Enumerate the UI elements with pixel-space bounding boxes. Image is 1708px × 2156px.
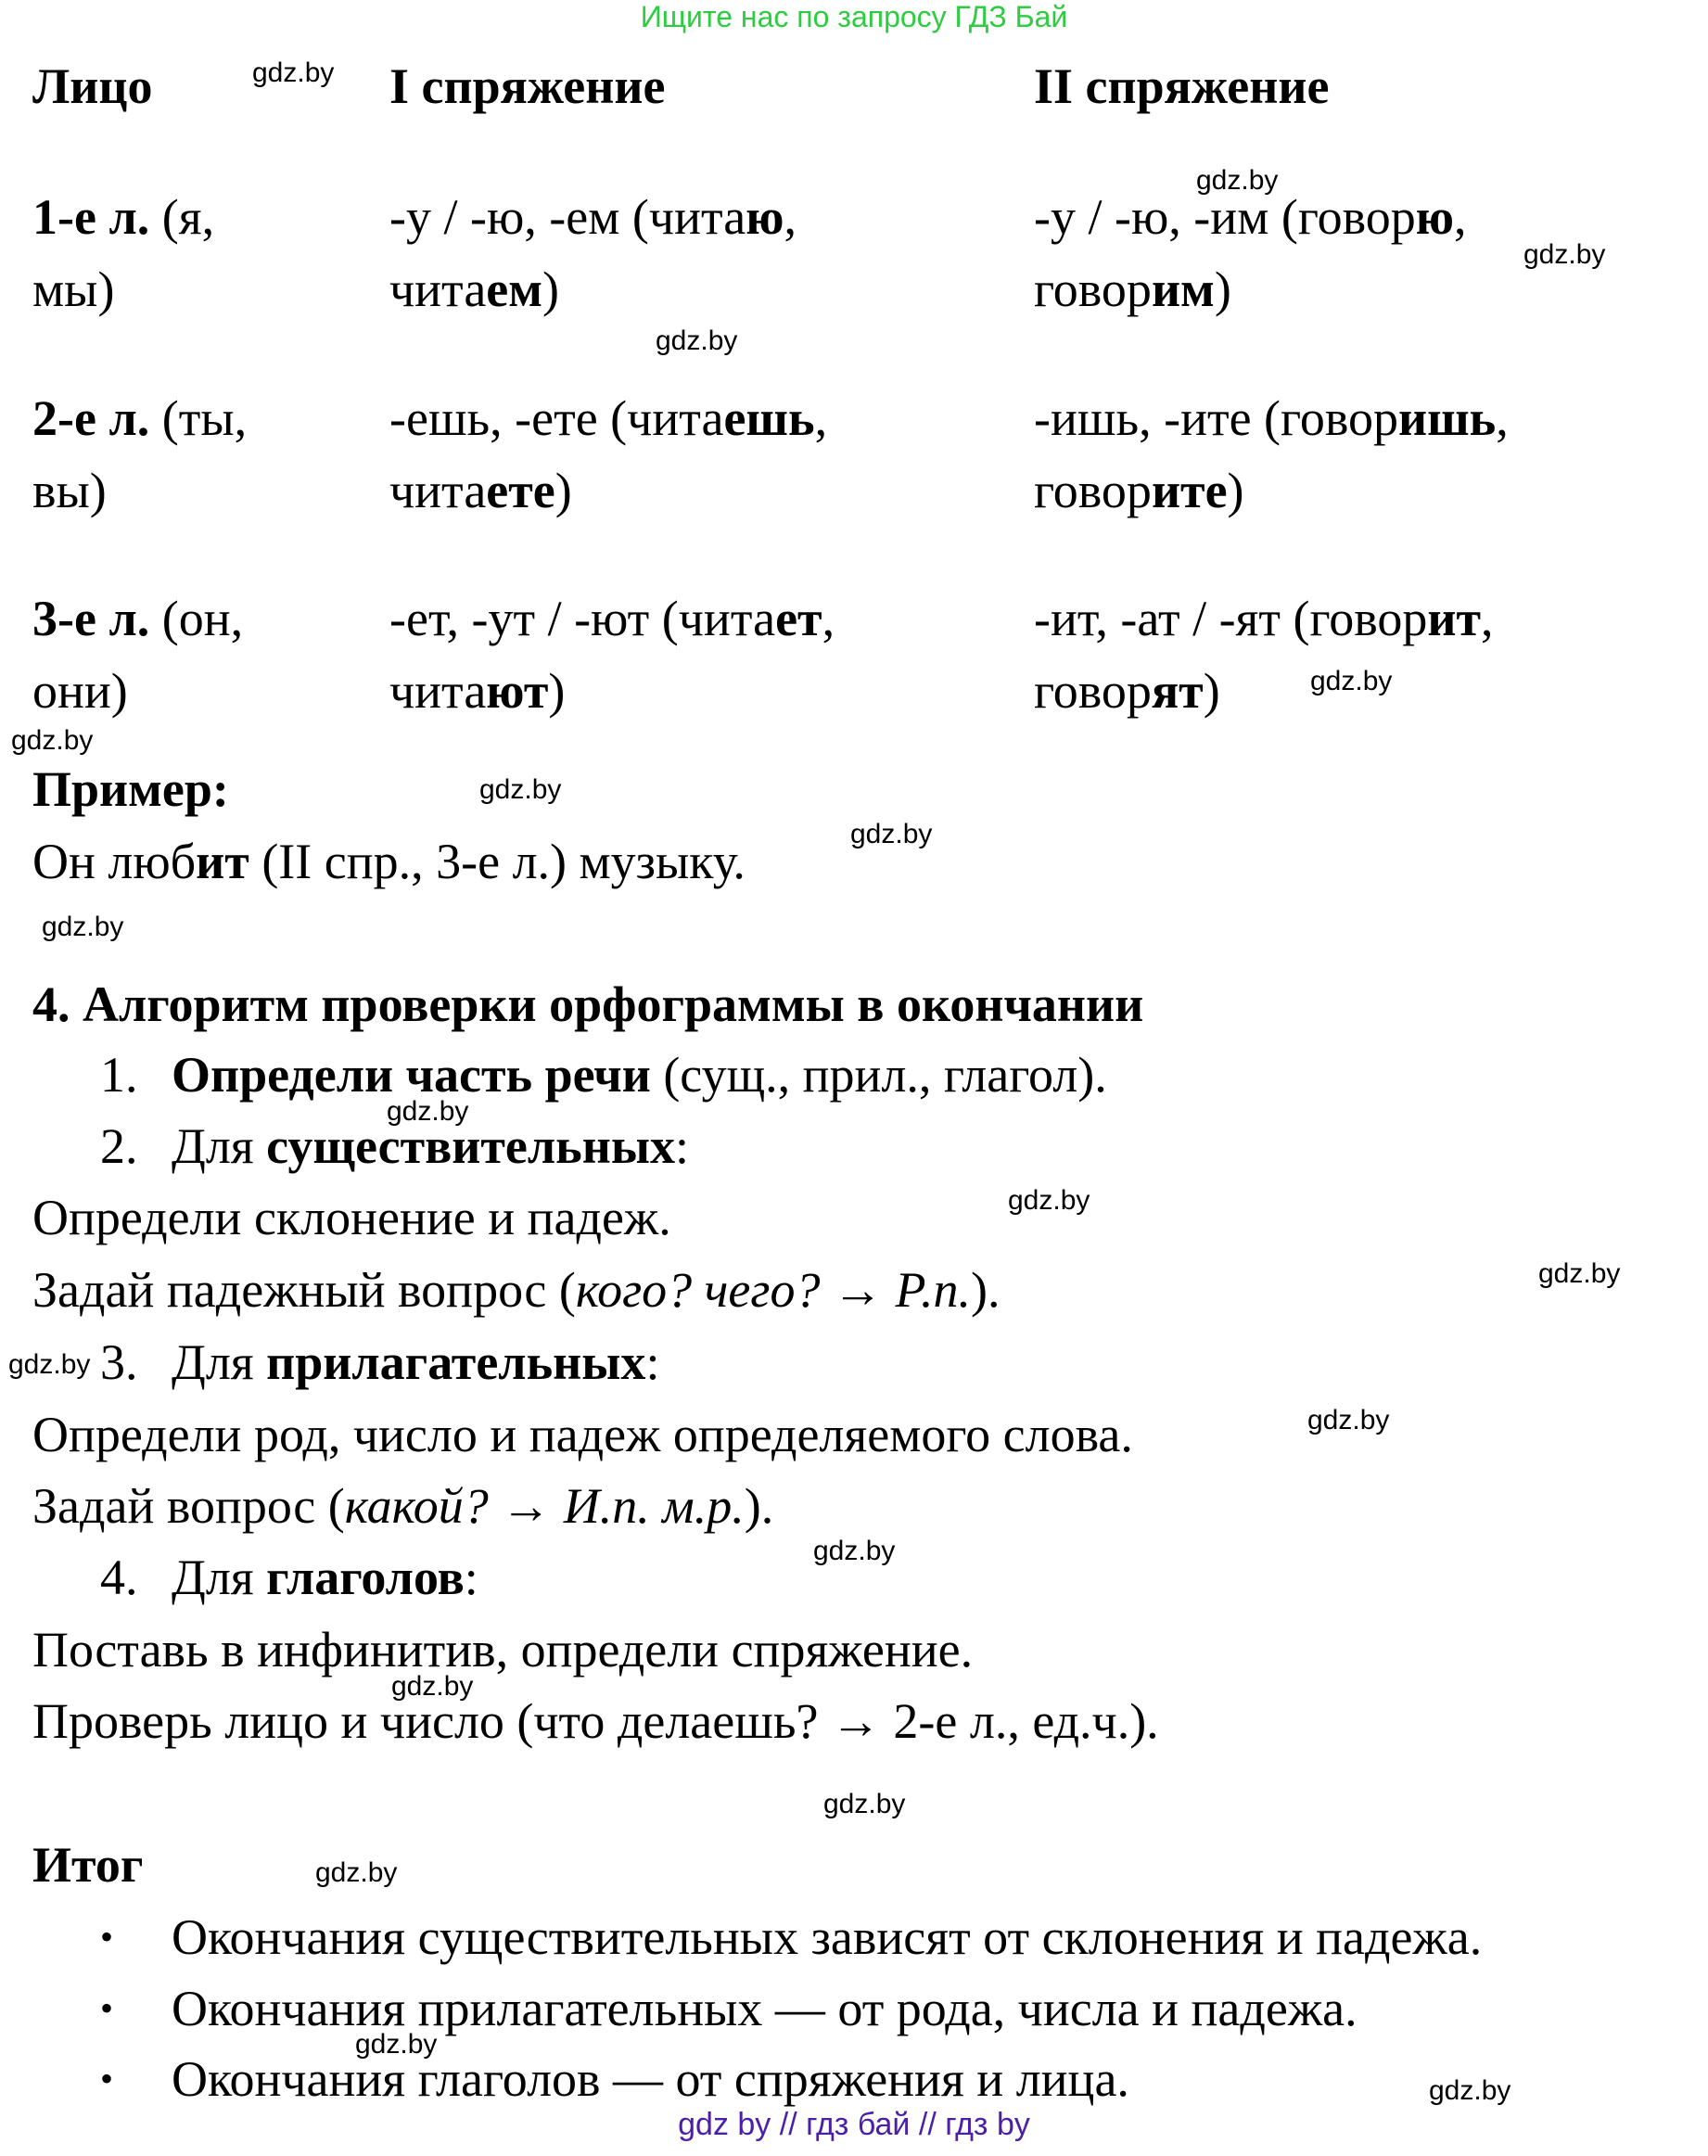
row1-conj2-line2 (1034, 253, 1231, 325)
summary-item: Окончания глаголов — от спряжения и лица. (172, 2051, 1129, 2107)
text-run: ю (746, 189, 784, 245)
text-run: чита (389, 663, 487, 719)
watermark: gdz.by (1538, 1258, 1621, 1289)
text-run: (сущ., прил., глагол). (650, 1047, 1107, 1103)
text-run: какой? → И.п. м.р. (344, 1478, 745, 1534)
table-header-conj2: II спряжение (1034, 58, 1330, 114)
step4-line2: Проверь лицо и число (что делаешь? → 2-е л., ед.ч.). (32, 1693, 1159, 1749)
text-run: чита (389, 262, 487, 317)
row2-conj1 (389, 382, 827, 454)
text-run: -у / -ю, -им (говор (1034, 189, 1416, 245)
step3-text (172, 1326, 659, 1398)
text-run: ешь (723, 390, 815, 446)
text-run: , (784, 189, 797, 245)
text-run: ) (548, 663, 566, 719)
watermark: gdz.by (1429, 2075, 1511, 2106)
row1-conj1-line2 (389, 253, 559, 325)
text-run: Для (172, 1334, 267, 1390)
watermark: gdz.by (355, 2029, 438, 2060)
watermark: gdz.by (823, 1789, 906, 1819)
text-run: говор (1034, 463, 1152, 518)
row2-conj2-line2 (1034, 454, 1244, 527)
text-run: ит (1427, 591, 1482, 646)
watermark: gdz.by (315, 1857, 398, 1888)
row2-conj1-line2 (389, 454, 572, 527)
row3-conj2 (1034, 582, 1494, 655)
text-run: : (645, 1334, 660, 1390)
row2-person-line2: вы) (32, 463, 107, 518)
text-run: ем (486, 262, 543, 317)
row3-conj1-line2 (389, 655, 565, 727)
text-run: ете (486, 463, 555, 518)
step1-number: 1. (100, 1047, 138, 1103)
text-run: , (1481, 591, 1494, 646)
text-run: говор (1034, 663, 1152, 719)
watermark: gdz.by (42, 912, 124, 942)
watermark: gdz.by (391, 1671, 474, 1702)
watermark: gdz.by (656, 325, 738, 356)
text-run: существительных (266, 1118, 675, 1174)
row2-person: 2-е л. (ты, (32, 390, 248, 446)
text-run: , (814, 390, 828, 446)
watermark: gdz.by (1008, 1185, 1090, 1216)
text-run: , (822, 591, 835, 646)
text-run: : (464, 1550, 478, 1605)
summary-item: Окончания прилагательных — от рода, числа и падежа. (172, 1981, 1357, 2036)
watermark: gdz.by (479, 774, 562, 805)
text-run: ю (1415, 189, 1455, 245)
text-run: ют (486, 663, 549, 719)
text-run: ) (542, 262, 560, 317)
text-run: прилагательных (266, 1334, 646, 1390)
watermark: gdz.by (11, 725, 94, 756)
example-line (32, 825, 746, 898)
row3-person: 3-е л. (он, (32, 591, 244, 646)
text-run: Для (172, 1118, 267, 1174)
text-run: говор (1034, 262, 1152, 317)
step4-line1: Поставь в инфинитив, определи спряжение. (32, 1622, 974, 1678)
watermark: gdz.by (8, 1349, 91, 1380)
step2-line1: Определи склонение и падеж. (32, 1190, 671, 1245)
text-run: им (1151, 262, 1215, 317)
text-run: Задай падежный вопрос ( (32, 1262, 576, 1318)
text-run: -ешь, -ете (чита (389, 390, 724, 446)
text-run: ет (775, 591, 822, 646)
row1-conj1 (389, 181, 797, 253)
summary-item: Окончания существительных зависят от склонения и падежа. (172, 1909, 1483, 1965)
step4-text (172, 1541, 478, 1614)
step2-number: 2. (100, 1118, 138, 1174)
watermark: gdz.by (850, 819, 933, 849)
text-run: , (1496, 390, 1509, 446)
step2-line2 (32, 1254, 1001, 1326)
summary-bullet: • (100, 1987, 114, 2029)
text-run: ) (1227, 463, 1244, 518)
table-header-conj1: I спряжение (389, 58, 666, 114)
step3-line1: Определи род, число и падеж определяемого слова. (32, 1407, 1133, 1462)
text-run: ). (744, 1478, 774, 1534)
text-run: ) (554, 463, 572, 518)
section4-heading: 4. Алгоритм проверки орфограммы в окончании (32, 976, 1144, 1032)
text-run: чита (389, 463, 487, 518)
watermark: gdz.by (1523, 239, 1606, 270)
row1-person-line2: мы) (32, 262, 115, 317)
row3-conj1 (389, 582, 835, 655)
text-run: ). (971, 1262, 1001, 1318)
text-run: Он люб (32, 834, 197, 889)
step1-text (172, 1039, 1107, 1111)
watermark: gdz.by (1307, 1405, 1390, 1435)
text-run: (II спр., 3-е л.) музыку. (249, 834, 746, 889)
text-run: ит (196, 834, 249, 889)
text-run: кого? чего? → Р.п. (575, 1262, 972, 1318)
text-run: -ет, -ут / -ют (чита (389, 591, 776, 646)
watermark: gdz.by (252, 57, 335, 88)
text-run: ) (1214, 262, 1231, 317)
watermark: gdz.by (387, 1096, 469, 1127)
row3-conj2-line2 (1034, 655, 1220, 727)
watermark: gdz.by (1196, 165, 1279, 196)
text-run: ишь (1397, 390, 1497, 446)
text-run: Задай вопрос ( (32, 1478, 345, 1534)
text-run: ят (1151, 663, 1204, 719)
watermark: gdz.by (813, 1536, 896, 1566)
text-run: : (674, 1118, 689, 1174)
watermark: gdz.by (1310, 666, 1393, 696)
summary-bullet: • (100, 2058, 114, 2099)
text-run: -ит, -ат / -ят (говор (1034, 591, 1428, 646)
text-run: Для (172, 1550, 267, 1605)
text-run: Определи часть речи (172, 1047, 651, 1103)
row1-person: 1-е л. (я, (32, 189, 215, 245)
top-banner: Ищите нас по запросу ГДЗ Бай (640, 0, 1068, 33)
example-heading: Пример: (32, 761, 229, 817)
step4-number: 4. (100, 1550, 138, 1605)
text-run: ите (1151, 463, 1228, 518)
row3-person-line2: они) (32, 663, 128, 719)
bottom-banner: gdz by // гдз бай // гдз by (678, 2107, 1030, 2142)
row2-conj2 (1034, 382, 1509, 454)
summary-heading: Итог (32, 1837, 144, 1893)
summary-bullet: • (100, 1916, 114, 1958)
text-run: -у / -ю, -ем (чита (389, 189, 746, 245)
text-run: -ишь, -ите (говор (1034, 390, 1398, 446)
table-header-person: Лицо (32, 58, 153, 114)
text-run: ) (1203, 663, 1220, 719)
text-run: , (1454, 189, 1467, 245)
text-run: глаголов (266, 1550, 465, 1605)
step3-line2 (32, 1470, 773, 1542)
step3-number: 3. (100, 1334, 138, 1390)
